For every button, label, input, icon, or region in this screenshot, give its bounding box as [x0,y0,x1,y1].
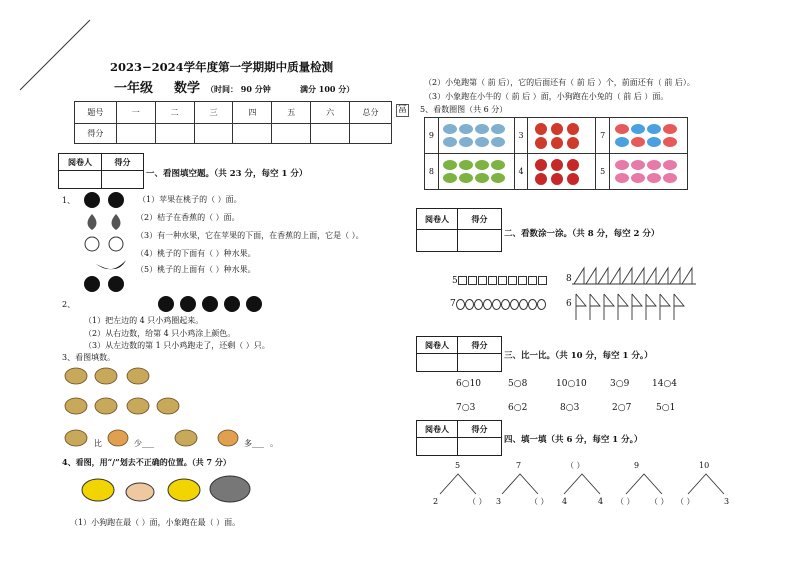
grid-image-cell [610,154,688,190]
q1-item: （3）有一种水果，它在苹果的下面，在香蕉的上面，它是（ ）。 [136,231,364,240]
grader-box [58,153,144,189]
bond-right[interactable]: （ ） [468,497,487,506]
compare-expr[interactable]: 5○8 [508,379,528,389]
compare-word: 少 [134,439,142,448]
section1-title: 一、看图填空题。（共 23 分，每空 1 分） [146,169,308,179]
q2-item: （1）把左边的 4 只小鸡圈起来。 [84,316,204,325]
grid-image-cell [528,154,596,190]
grader-reviewer-cell[interactable] [417,230,458,252]
box[interactable] [508,276,517,285]
count-circle-grid [424,117,688,190]
grader-score-cell[interactable] [458,438,501,456]
bond-top: 10 [699,461,710,470]
bond-left[interactable]: （ ） [616,497,635,506]
box[interactable] [468,276,477,285]
grader-box [416,420,502,456]
q2-item: （2）从右边数，给第 4 只小鸡涂上颜色。 [84,329,236,338]
score-header: 总分 [350,102,392,124]
grid-number: 4 [514,154,528,190]
answer-blank[interactable]: ___ [142,439,154,448]
pink-animals-image [612,156,686,186]
grader-score-cell[interactable] [458,230,501,252]
bond-right: 4 [598,497,604,506]
circle[interactable] [501,299,510,310]
grid-number: 9 [425,118,439,154]
grid-number: 5 [596,154,610,190]
q1-item: （2）桔子在香蕉的（ ）面。 [136,213,240,222]
bond-left: 2 [433,497,439,506]
box[interactable] [488,276,497,285]
score-cell[interactable] [194,124,233,144]
compare-expr[interactable]: 10○10 [556,379,587,389]
section4-title: 四、填一填（共 6 分，每空 1 分。） [504,435,643,445]
grader-reviewer-label: 阅卷人 [417,421,458,438]
animals-count-image [62,364,262,452]
compare-expr[interactable]: 8○3 [560,403,580,413]
score-cell[interactable] [272,124,311,144]
grader-score-label: 得分 [102,154,143,171]
time-label: （时间： 90 分钟 [206,84,271,94]
triangles-row [572,266,700,286]
compare-expr[interactable]: 3○9 [610,379,630,389]
bond-left[interactable]: （ ） [676,497,695,506]
score-header: 四 [233,102,272,124]
circles-row [456,299,546,312]
circle[interactable] [456,299,465,310]
grader-score-label: 得分 [458,337,501,354]
circle[interactable] [474,299,483,310]
count-number: 7 [450,299,456,309]
bond-top: 5 [455,461,461,470]
bond-top: 9 [634,461,640,470]
corner-diagonal-line [18,18,94,94]
box[interactable] [478,276,487,285]
q1-item: （1）苹果在桃子的（ ）面。 [138,195,242,204]
count-number: 5 [452,276,458,286]
period: 。 [270,439,278,448]
score-header: 六 [311,102,350,124]
q4-line1: （1）小狗跑在最（ ）面，小象跑在最（ ）面。 [70,518,241,527]
compare-expr[interactable]: 2○7 [612,403,632,413]
bond-left: 4 [562,497,568,506]
bond-right[interactable]: （ ） [530,497,549,506]
page-title: 2023−2024学年度第一学期期中质量检测 [110,60,334,74]
chicks-row-image [156,292,272,314]
q2-item: （3）从左边数的第 1 只小鸡跑走了，还剩（ ）只。 [84,341,270,350]
grader-score-label: 得分 [458,421,501,438]
boxes-row [458,276,548,287]
box[interactable] [528,276,537,285]
q2-number: 2、 [62,300,76,309]
score-cell[interactable] [116,124,155,144]
grid-image-cell [610,118,688,154]
score-cell[interactable] [233,124,272,144]
score-row-label: 得分 [75,124,117,144]
bond-left: 3 [496,497,502,506]
compare-word: 比 [94,439,102,448]
grid-number: 3 [514,118,528,154]
circle[interactable] [537,299,546,310]
subject-label: 数学 [174,81,201,96]
circle[interactable] [483,299,492,310]
score-cell[interactable] [155,124,194,144]
score-cell[interactable] [311,124,350,144]
compare-expr[interactable]: 6○10 [456,379,482,389]
birds-image [440,120,512,150]
q4-line3: （3）小象跑在小牛的（ 前 后 ）面，小狗跑在小兔的（ 前 后 ）面。 [424,92,669,101]
score-total-label: 满分 100 分） [300,84,355,94]
bond-right: 3 [724,497,730,506]
q1-item: （5）桃子的上面有（ ）种水果。 [136,265,256,274]
compare-expr[interactable]: 6○2 [508,403,528,413]
grid-image-cell [528,118,596,154]
compare-expr[interactable]: 5○1 [656,403,676,413]
section3-title: 三、比一比。（共 10 分，每空 1 分。） [504,351,653,361]
grader-score-label: 得分 [458,209,501,230]
q4-label: 4、看图，用“/”划去不正确的位置。（共 7 分） [62,457,231,467]
apples-image [531,120,593,150]
score-header: 题号 [75,102,117,124]
box[interactable] [498,276,507,285]
side-label: 冨 [398,105,408,115]
grader-score-cell[interactable] [458,354,501,372]
bond-top: 7 [516,461,522,470]
grid-number: 7 [596,118,610,154]
grid-image-cell [438,118,514,154]
circle[interactable] [510,299,519,310]
q5-label: 5、看数圈图（共 6 分） [420,105,508,114]
grader-reviewer-label: 阅卷人 [417,337,458,354]
bond-right[interactable]: （ ） [650,497,669,506]
section2-title: 二、看数涂一涂。（共 8 分，每空 2 分） [504,229,660,239]
grader-box [416,208,502,252]
grid-image-cell [438,154,514,190]
score-header: 二 [155,102,194,124]
race-animals-image [80,472,260,506]
score-table [74,101,392,144]
box[interactable] [458,276,467,285]
circle[interactable] [465,299,474,310]
frogs-image [440,156,512,186]
circle[interactable] [528,299,537,310]
box[interactable] [518,276,527,285]
circle[interactable] [492,299,501,310]
fruit-stack-image [78,188,134,296]
count-number: 6 [566,299,572,309]
score-header: 一 [116,102,155,124]
score-cell[interactable] [350,124,392,144]
colorful-birds-image [612,120,686,150]
grader-box [416,336,502,372]
q3-label: 3、看图填数。 [62,353,116,362]
grader-score-cell[interactable] [102,171,143,189]
compare-expr[interactable]: 7○3 [456,403,476,413]
grader-reviewer-cell[interactable] [417,438,458,456]
flags-row [572,292,700,322]
strawberries-image [531,156,593,186]
grid-number: 8 [425,154,439,190]
score-header: 五 [272,102,311,124]
answer-blank[interactable]: ___ [252,439,264,448]
grader-reviewer-label: 阅卷人 [417,209,458,230]
compare-expr[interactable]: 14○4 [652,379,678,389]
circle[interactable] [519,299,528,310]
q1-number: 1、 [62,196,76,205]
grade-label: 一年级 [114,81,154,96]
q4-line2: （2）小兔跑第（ 前 后），它的后面还有（ 前 后 ）个，前面还有（ 前 后）。 [424,78,695,87]
grader-reviewer-label: 阅卷人 [59,154,102,171]
box[interactable] [538,276,547,285]
grader-reviewer-cell[interactable] [417,354,458,372]
q1-item: （4）桃子的下面有（ ）种水果。 [136,249,256,258]
grader-reviewer-cell[interactable] [59,171,102,189]
bond-top[interactable]: （ ） [566,461,585,470]
compare-word: 多 [244,439,252,448]
count-number: 8 [566,274,572,284]
score-header: 三 [194,102,233,124]
